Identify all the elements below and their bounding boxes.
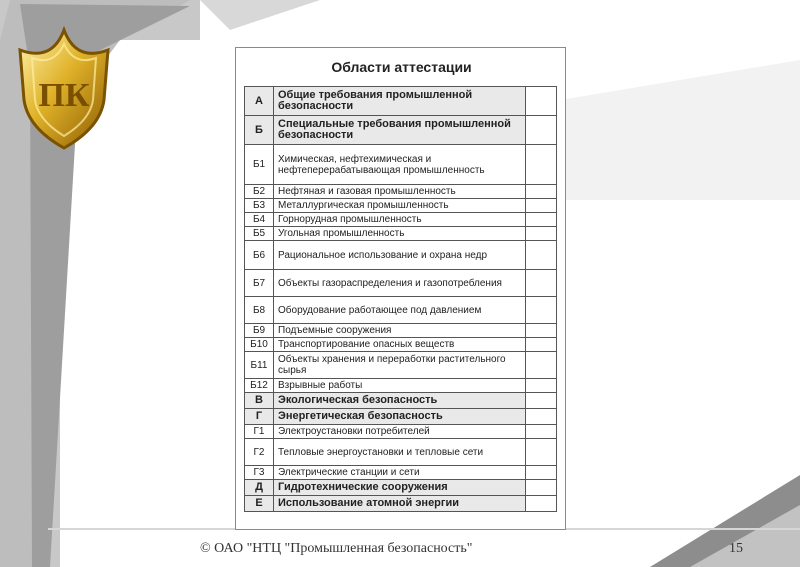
row-code: Г1 [245, 425, 274, 439]
page-number: 15 [729, 541, 743, 556]
row-code: А [245, 87, 274, 116]
row-mark-cell [526, 199, 557, 213]
table-row [245, 496, 557, 512]
row-code: Г3 [245, 466, 274, 480]
row-label: Использование атомной энергии [274, 496, 526, 512]
row-mark-cell [526, 338, 557, 352]
row-mark-cell [526, 324, 557, 338]
table-row [245, 213, 557, 227]
row-code: Б5 [245, 227, 274, 241]
row-mark-cell [526, 352, 557, 379]
row-mark-cell [526, 213, 557, 227]
table-row [245, 379, 557, 393]
row-code: Б6 [245, 241, 274, 270]
row-mark-cell [526, 393, 557, 409]
row-mark-cell [526, 297, 557, 324]
logo-text: ПК [38, 77, 90, 114]
row-label: Угольная промышленность [274, 227, 526, 241]
row-label: Тепловые энергоустановки и тепловые сети [274, 439, 526, 466]
table-row [245, 393, 557, 409]
table-row [245, 185, 557, 199]
row-label: Транспортирование опасных веществ [274, 338, 526, 352]
row-mark-cell [526, 439, 557, 466]
table-row [245, 409, 557, 425]
row-code: Б4 [245, 213, 274, 227]
table-row [245, 439, 557, 466]
row-code: Б12 [245, 379, 274, 393]
row-code: Б1 [245, 145, 274, 185]
table-row [245, 241, 557, 270]
row-mark-cell [526, 241, 557, 270]
row-code: Е [245, 496, 274, 512]
row-code: Г [245, 409, 274, 425]
row-label: Электрические станции и сети [274, 466, 526, 480]
row-mark-cell [526, 409, 557, 425]
table-row [245, 352, 557, 379]
shield-logo [12, 22, 132, 162]
row-label: Металлургическая промышленность [274, 199, 526, 213]
table-row [245, 425, 557, 439]
row-mark-cell [526, 425, 557, 439]
row-mark-cell [526, 145, 557, 185]
table-row [245, 116, 557, 145]
slide-footer: © ОАО "НТЦ "Промышленная безопасность" [200, 541, 473, 556]
row-mark-cell [526, 496, 557, 512]
table-row [245, 145, 557, 185]
row-code: Д [245, 480, 274, 496]
row-mark-cell [526, 116, 557, 145]
row-label: Объекты газораспределения и газопотребления [274, 270, 526, 297]
row-mark-cell [526, 480, 557, 496]
row-label: Нефтяная и газовая промышленность [274, 185, 526, 199]
row-mark-cell [526, 466, 557, 480]
row-label: Взрывные работы [274, 379, 526, 393]
row-label: Горнорудная промышленность [274, 213, 526, 227]
row-label: Общие требования промышленной безопасности [274, 87, 526, 116]
table-row [245, 297, 557, 324]
row-code: Б8 [245, 297, 274, 324]
row-mark-cell [526, 87, 557, 116]
row-label: Специальные требования промышленной безопасности [274, 116, 526, 145]
row-code: Б [245, 116, 274, 145]
attestation-document [235, 47, 566, 530]
table-row [245, 199, 557, 213]
row-mark-cell [526, 227, 557, 241]
table-row [245, 227, 557, 241]
row-label: Электроустановки потребителей [274, 425, 526, 439]
row-label: Рациональное использование и охрана недр [274, 241, 526, 270]
table-row [245, 87, 557, 116]
row-code: Г2 [245, 439, 274, 466]
row-label: Оборудование работающее под давлением [274, 297, 526, 324]
row-code: В [245, 393, 274, 409]
row-label: Химическая, нефтехимическая и нефтеперерабатывающая промышленность [274, 145, 526, 185]
table-row [245, 338, 557, 352]
row-label: Объекты хранения и переработки растительного сырья [274, 352, 526, 379]
table-row [245, 480, 557, 496]
row-mark-cell [526, 185, 557, 199]
table-row [245, 270, 557, 297]
document-title: Области аттестации [331, 59, 472, 75]
table-row [245, 324, 557, 338]
row-label: Подъемные сооружения [274, 324, 526, 338]
row-label: Гидротехнические сооружения [274, 480, 526, 496]
row-code: Б9 [245, 324, 274, 338]
row-mark-cell [526, 270, 557, 297]
row-code: Б11 [245, 352, 274, 379]
row-label: Экологическая безопасность [274, 393, 526, 409]
row-label: Энергетическая безопасность [274, 409, 526, 425]
row-code: Б2 [245, 185, 274, 199]
row-code: Б3 [245, 199, 274, 213]
row-code: Б10 [245, 338, 274, 352]
row-mark-cell [526, 379, 557, 393]
table-row [245, 466, 557, 480]
attestation-areas-table [244, 86, 557, 512]
row-code: Б7 [245, 270, 274, 297]
